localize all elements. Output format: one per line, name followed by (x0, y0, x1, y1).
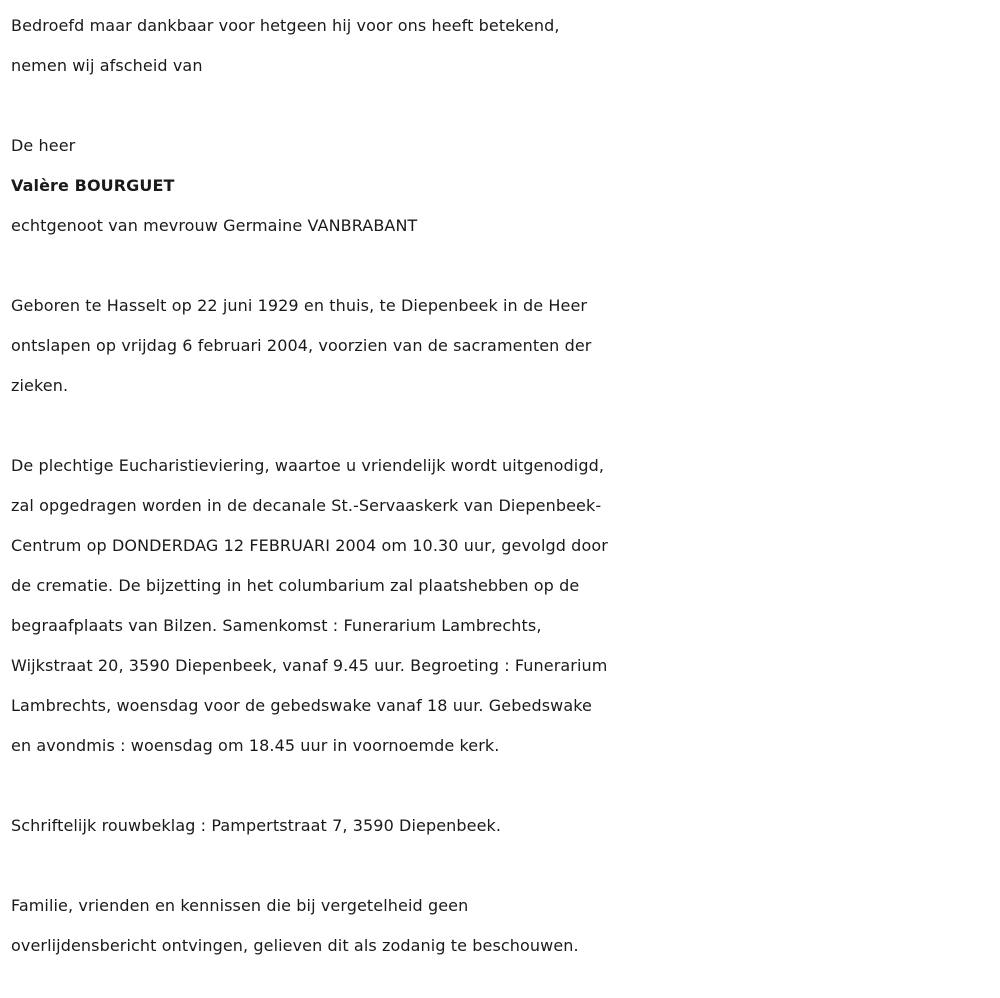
ceremony-paragraph (11, 446, 1000, 766)
condolence-paragraph (11, 806, 1000, 846)
birth-death-line-2: ontslapen op vrijdag 6 februari 2004, voorzien van de sacramenten der (11, 336, 592, 355)
deceased-block (11, 126, 1000, 246)
birth-death-line-3: zieken. (11, 376, 69, 395)
closing-line-2: overlijdensbericht ontvingen, gelieven dit als zodanig te beschouwen. (11, 936, 579, 955)
spacer (11, 86, 1000, 126)
spacer (11, 246, 1000, 286)
ceremony-line-5: begraafplaats van Bilzen. Samenkomst : Funerarium Lambrechts, (11, 616, 542, 635)
spacer (11, 406, 1000, 446)
honorific: De heer (11, 136, 76, 155)
closing-line-1: Familie, vrienden en kennissen die bij vergetelheid geen (11, 896, 469, 915)
spacer (11, 766, 1000, 806)
ceremony-line-3: Centrum op DONDERDAG 12 FEBRUARI 2004 om 10.30 uur, gevolgd door (11, 536, 608, 555)
ceremony-line-8: en avondmis : woensdag om 18.45 uur in voornoemde kerk. (11, 736, 500, 755)
ceremony-line-4: de crematie. De bijzetting in het columbarium zal plaatshebben op de (11, 576, 580, 595)
condolence-line: Schriftelijk rouwbeklag : Pampertstraat 7, 3590 Diepenbeek. (11, 816, 502, 835)
ceremony-line-6: Wijkstraat 20, 3590 Diepenbeek, vanaf 9.45 uur. Begroeting : Funerarium (11, 656, 608, 675)
birth-death-paragraph (11, 286, 1000, 406)
birth-death-line-1: Geboren te Hasselt op 22 juni 1929 en thuis, te Diepenbeek in de Heer (11, 296, 588, 315)
intro-paragraph (11, 6, 1000, 86)
ceremony-line-7: Lambrechts, woensdag voor de gebedswake vanaf 18 uur. Gebedswake (11, 696, 592, 715)
intro-line-2: nemen wij afscheid van (11, 56, 203, 75)
ceremony-line-2: zal opgedragen worden in de decanale St.-Servaaskerk van Diepenbeek- (11, 496, 602, 515)
spacer (11, 846, 1000, 886)
deceased-name: Valère BOURGUET (11, 176, 175, 195)
spouse-line: echtgenoot van mevrouw Germaine VANBRABANT (11, 216, 418, 235)
intro-line-1: Bedroefd maar dankbaar voor hetgeen hij voor ons heeft betekend, (11, 16, 560, 35)
ceremony-line-1: De plechtige Eucharistieviering, waartoe u vriendelijk wordt uitgenodigd, (11, 456, 605, 475)
closing-paragraph (11, 886, 1000, 966)
